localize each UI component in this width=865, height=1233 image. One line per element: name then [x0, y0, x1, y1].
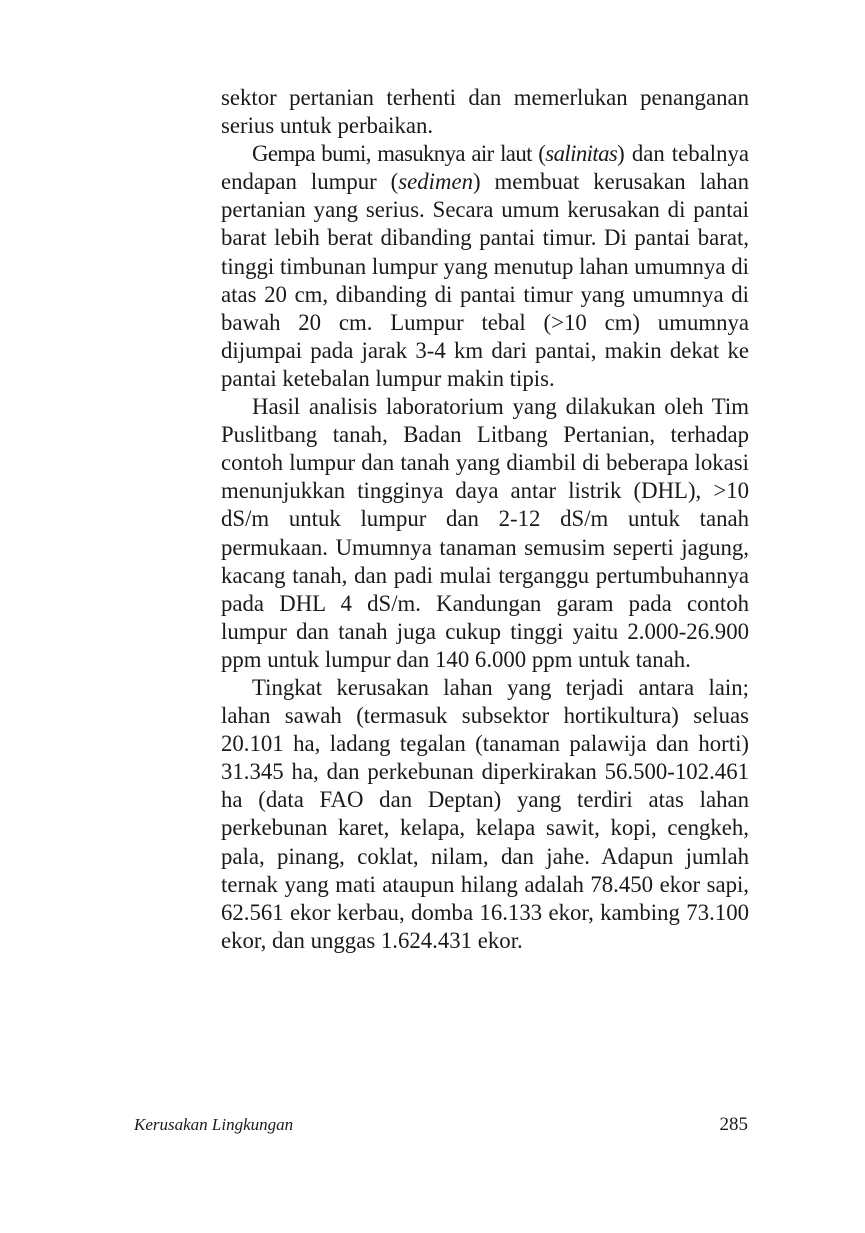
paragraph-4: Tingkat kerusakan lahan yang terjadi antara lain; lahan sawah (termasuk subsektor hortikultura) seluas 20.101 ha, ladang tegalan (tanaman palawija dan horti) 31.345 ha, dan perkebunan diperkirakan 56.500-102.461 ha (data FAO dan Deptan) yang terdiri atas lahan perkebunan karet, kelapa, kelapa sawit, kopi, cengkeh, pala, pinang, coklat, nilam, dan jahe. Adapun jumlah ternak yang mati ataupun hilang adalah 78.450 ekor sapi, 62.561 ekor kerbau, domba 16.133 ekor, kambing 73.100 ekor, dan unggas 1.624.431 ekor.	[221, 674, 749, 953]
paragraph-2-part-a: Gempa bumi, masuknya air laut (	[252, 141, 546, 167]
paragraph-1: sektor pertanian terhenti dan memerlukan penanganan serius untuk perbaikan.	[221, 85, 749, 139]
term-salinitas: salinitas	[545, 141, 618, 167]
page-number: 285	[719, 1114, 748, 1135]
body-text	[221, 84, 749, 955]
paragraph-3: Hasil analisis laboratorium yang dilakukan oleh Tim Puslitbang tanah, Badan Litbang Pertanian, terhadap contoh lumpur dan tanah yang diambil di beberapa lokasi menunjukkan tingginya daya antar listrik (DHL), >10 dS/m untuk lumpur dan 2-12 dS/m untuk tanah permukaan. Umumnya tanaman semusim seperti jagung, kacang tanah, dan padi mulai terganggu pertumbuhannya pada DHL 4 dS/m. Kandungan garam pada contoh lumpur dan tanah juga cukup tinggi yaitu 2.000-26.900 ppm untuk lumpur dan 140 6.000 ppm untuk tanah.	[221, 394, 749, 672]
paragraph-2	[221, 140, 749, 393]
paragraph-2-part-c: ) dan tebalnya endapan lumpur (	[221, 141, 749, 195]
term-sedimen: sedimen	[398, 169, 473, 195]
paragraph-2-part-e: ) membuat kerusakan lahan pertanian yang serius. Secara umum kerusakan di pantai barat lebih berat dibanding pantai timur. Di pantai barat, tinggi timbunan lumpur yang menutup lahan umumnya di atas 20 cm, dibanding di pantai timur yang umumnya di bawah 20 cm. Lumpur tebal (>10 cm) umumnya dijumpai pada jarak 3-4 km dari pantai, makin dekat ke pantai ketebalan lumpur makin tipis.	[221, 169, 749, 391]
running-footer-chapter: Kerusakan Lingkungan	[134, 1115, 294, 1134]
